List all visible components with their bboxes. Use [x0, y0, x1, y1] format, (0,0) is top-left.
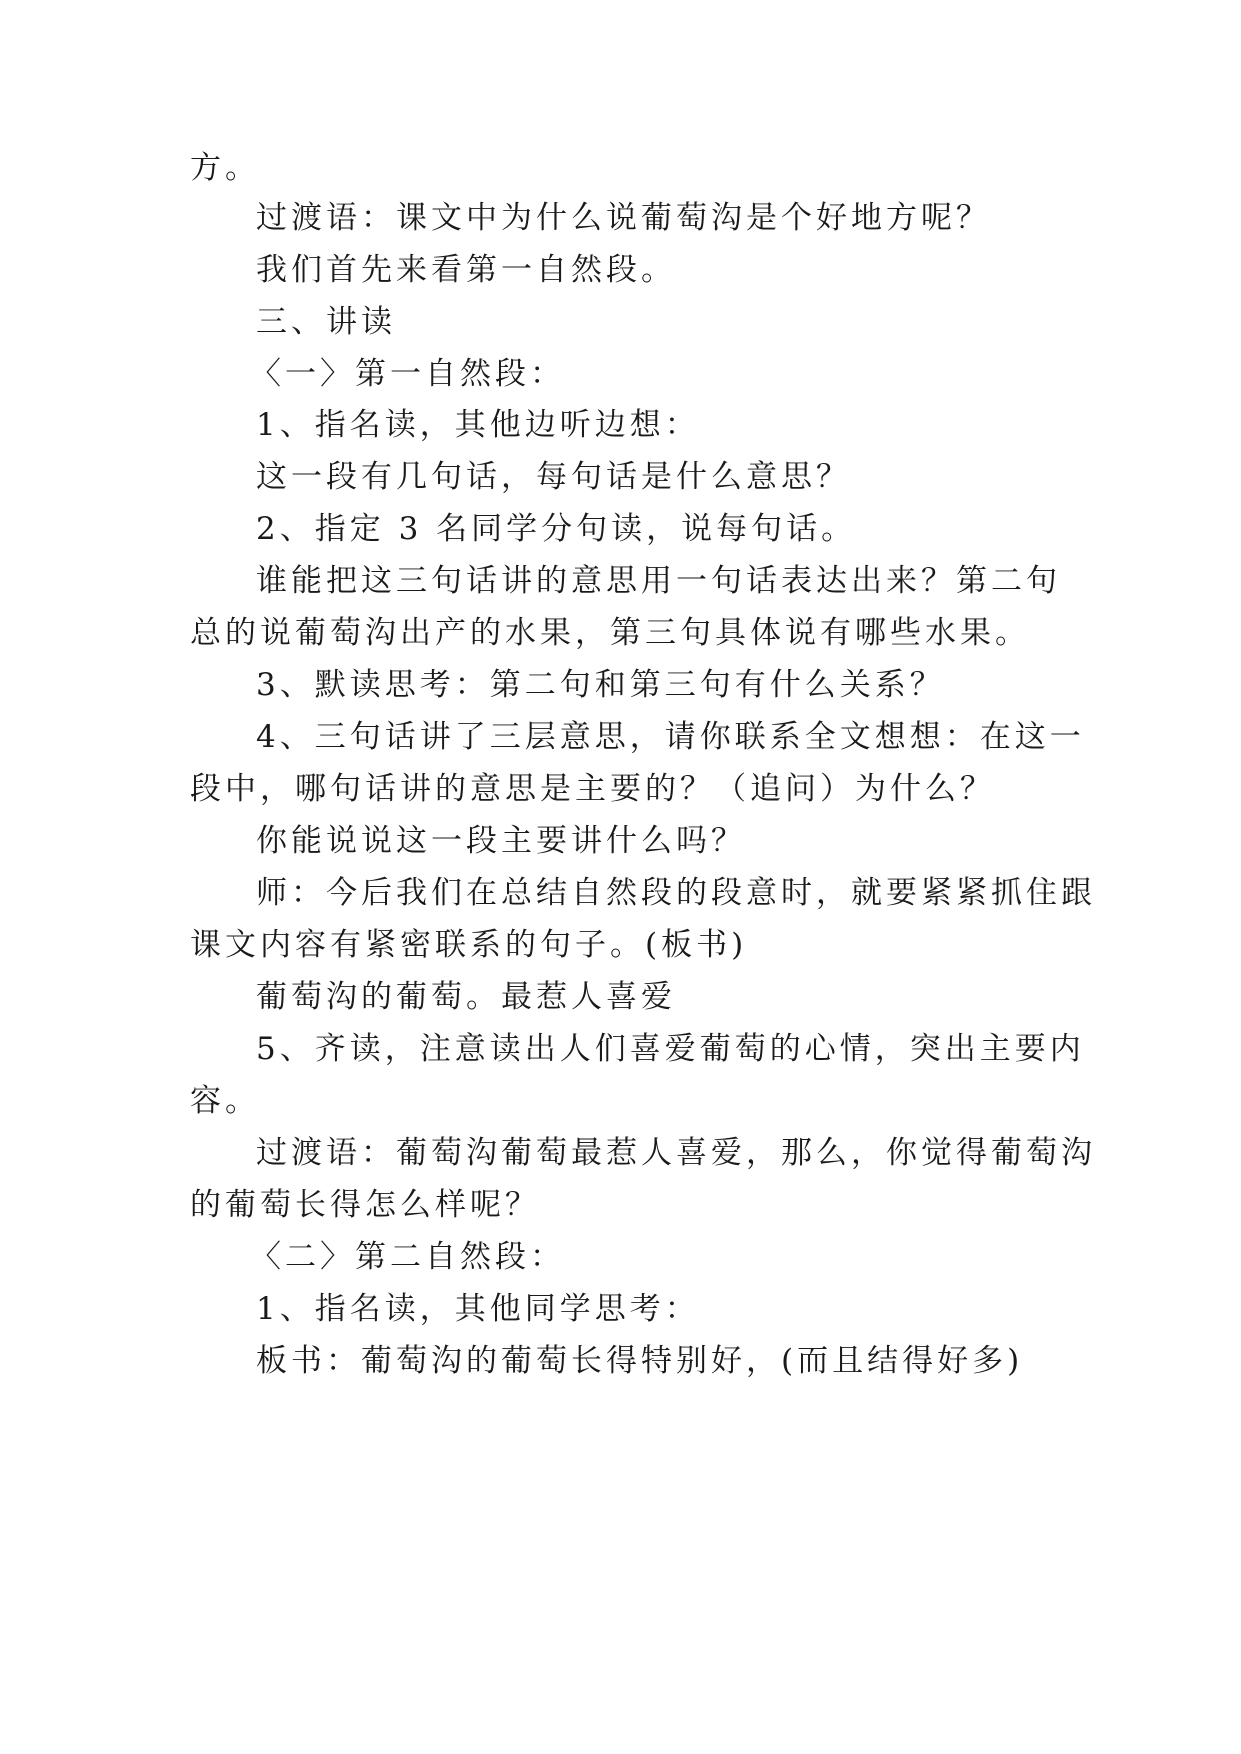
- text-line: 方。: [190, 150, 260, 186]
- subsection-heading: 〈一〉第一自然段：: [250, 356, 565, 392]
- text-line: 过渡语：葡萄沟葡萄最惹人喜爱，那么，你觉得葡萄沟: [256, 1135, 1096, 1171]
- text-line: 2、指定 3 名同学分句读，说每句话。: [256, 511, 857, 547]
- section-heading: 三、讲读: [256, 304, 396, 340]
- text-line: 葡萄沟的葡萄。最惹人喜爱: [256, 979, 676, 1015]
- text-line: 师：今后我们在总结自然段的段意时，就要紧紧抓住跟: [256, 875, 1096, 911]
- subsection-heading: 〈二〉第二自然段：: [250, 1239, 565, 1275]
- text-line: 的葡萄长得怎么样呢？: [190, 1187, 540, 1223]
- text-line: 1、指名读，其他同学思考：: [256, 1291, 700, 1327]
- text-line: 谁能把这三句话讲的意思用一句话表达出来？第二句: [256, 563, 1061, 599]
- text-line: 4、三句话讲了三层意思，请你联系全文想想：在这一: [256, 719, 1085, 755]
- text-line: 5、齐读，注意读出人们喜爱葡萄的心情，突出主要内: [256, 1031, 1085, 1067]
- text-line: 段中，哪句话讲的意思是主要的？（追问）为什么？: [190, 771, 995, 807]
- text-line: 过渡语：课文中为什么说葡萄沟是个好地方呢？: [256, 200, 991, 236]
- text-line: 你能说说这一段主要讲什么吗？: [256, 823, 746, 859]
- text-line: 1、指名读，其他边听边想：: [256, 407, 700, 443]
- text-line: 这一段有几句话，每句话是什么意思？: [256, 459, 851, 495]
- text-line: 课文内容有紧密联系的句子。(板书): [190, 927, 748, 963]
- text-line: 我们首先来看第一自然段。: [256, 252, 676, 288]
- text-line: 总的说葡萄沟出产的水果，第三句具体说有哪些水果。: [190, 615, 1030, 651]
- text-line: 板书：葡萄沟的葡萄长得特别好，(而且结得好多): [256, 1343, 1024, 1379]
- text-line: 容。: [190, 1083, 260, 1119]
- text-line: 3、默读思考：第二句和第三句有什么关系？: [256, 667, 945, 703]
